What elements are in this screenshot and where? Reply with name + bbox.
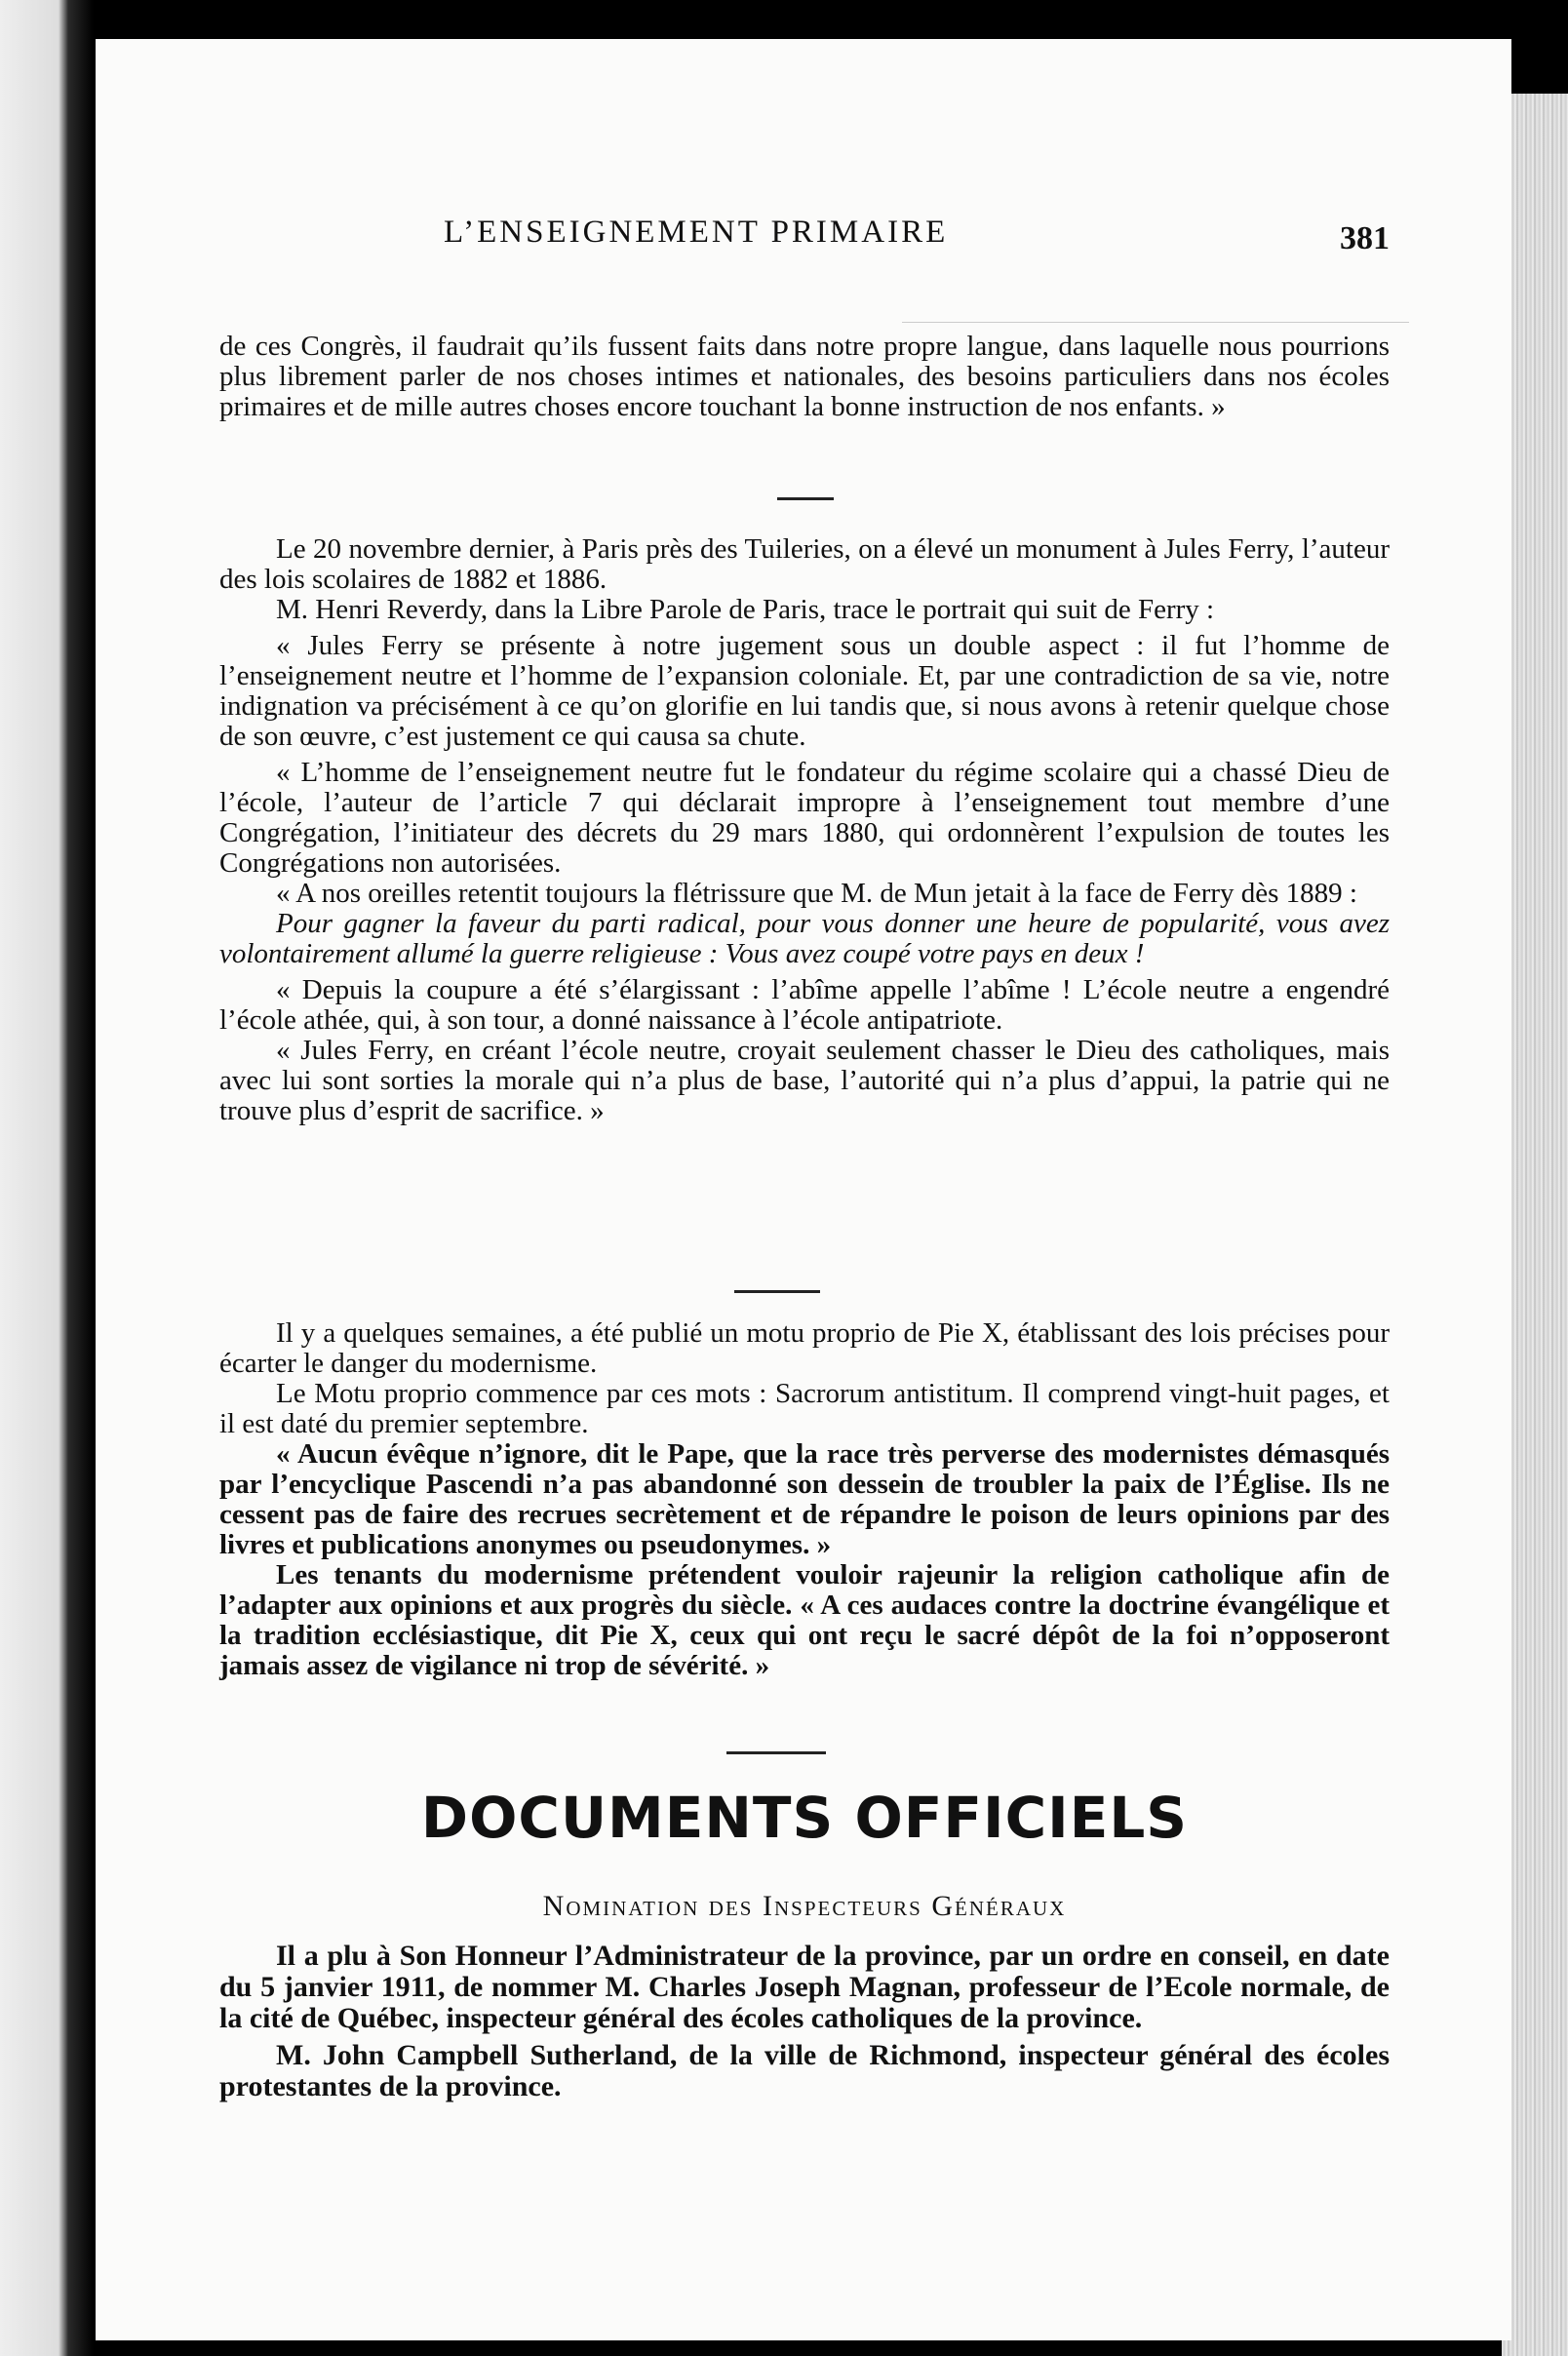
running-title: L’ENSEIGNEMENT PRIMAIRE bbox=[444, 215, 949, 250]
quotation: Pour gagner la faveur du parti radical, pour vous donner une heure de popularité, vous avez volontairement allumé la guerre religieuse : Vous avez coupé votre pays en deux ! bbox=[219, 908, 1390, 969]
paragraph: de ces Congrès, il faudrait qu’ils fussent faits dans notre propre langue, dans laquelle nous pourrions plus librement parler de nos choses intimes et nationales, des besoins particuliers dans nos écoles primaires et de mille autres choses encore touchant la bonne instruction de nos enfants. » bbox=[219, 331, 1390, 422]
page-number: 381 bbox=[1340, 220, 1390, 256]
paragraph-block-1 bbox=[219, 332, 1390, 422]
paragraph: « Jules Ferry, en créant l’école neutre, croyait seulement chasser le Dieu des catholiques, mais avec lui sont sorties la morale qui n’a plus de base, l’autorité qui n’a plus d’appui, la patrie qui ne trouve plus d’esprit de sacrifice. » bbox=[219, 1035, 1390, 1126]
paragraph: Les tenants du modernisme prétendent vouloir rajeunir la religion catholique afin de l’adapter aux opinions et aux progrès du siècle. « A ces audaces contre la doctrine évangélique et la tradition ecclésiastique, dit Pie X, ceux qui ont reçu le sacré dépôt de la foi n’opposeront jamais assez de vigilance ni trop de sévérité. » bbox=[219, 1559, 1390, 1681]
paragraph: M. John Campbell Sutherland, de la ville de Richmond, inspecteur général des écoles protestantes de la province. bbox=[219, 2039, 1390, 2102]
paragraph-block-4 bbox=[219, 1941, 1390, 2102]
section-subheading: Nomination des Inspecteurs Généraux bbox=[542, 1890, 1067, 1922]
paragraph-block-3 bbox=[219, 1318, 1390, 1681]
separator-rule bbox=[777, 497, 834, 500]
header-rule bbox=[902, 322, 1409, 323]
paragraph: « L’homme de l’enseignement neutre fut le fondateur du régime scolaire qui a chassé Dieu de l’école, l’auteur de l’article 7 qui déclarait impropre à l’enseignement tout membre d’une Congrégation, l’initiateur des décrets du 29 mars 1880, qui ordonnèrent l’expulsion de toutes les Congrégations non autorisées. bbox=[219, 757, 1390, 879]
paragraph: « A nos oreilles retentit toujours la flétrissure que M. de Mun jetait à la face de Ferry dès 1889 : bbox=[276, 878, 1357, 909]
paragraph: Le 20 novembre dernier, à Paris près des Tuileries, on a élevé un monument à Jules Ferry, l’auteur des lois scolaires de 1882 et 1886. bbox=[219, 533, 1390, 595]
book-page bbox=[96, 39, 1511, 2340]
paragraph: « Depuis la coupure a été s’élargissant : l’abîme appelle l’abîme ! L’école neutre a engendré l’école athée, qui, à son tour, a donné naissance à l’école antipatriote. bbox=[219, 974, 1390, 1036]
paragraph-block-2 bbox=[219, 534, 1390, 1126]
paragraph: Il a plu à Son Honneur l’Administrateur de la province, par un ordre en conseil, en date du 5 janvier 1911, de nommer M. Charles Joseph Magnan, professeur de l’Ecole normale, de la cité de Québec, inspecteur général des écoles catholiques de la province. bbox=[219, 1940, 1390, 2034]
section-heading: DOCUMENTS OFFICIELS bbox=[420, 1785, 1189, 1851]
left-page-edge bbox=[0, 0, 94, 2356]
separator-rule bbox=[734, 1290, 820, 1293]
paragraph: Il y a quelques semaines, a été publié un motu proprio de Pie X, établissant des lois précises pour écarter le danger du modernisme. bbox=[219, 1317, 1390, 1379]
running-head bbox=[219, 215, 1390, 254]
separator-rule bbox=[726, 1751, 826, 1754]
paragraph: Le Motu proprio commence par ces mots : Sacrorum antistitum. Il comprend vingt-huit pages, et il est daté du premier septembre. bbox=[219, 1378, 1390, 1439]
paragraph: « Aucun évêque n’ignore, dit le Pape, que la race très perverse des modernistes démasqués par l’encyclique Pascendi n’a pas abandonné son dessein de troubler la paix de l’Église. Ils ne cessent pas de faire des recrues secrètement et de répandre le poison de leurs opinions par des livres et publications anonymes ou pseudonymes. » bbox=[219, 1438, 1390, 1560]
paragraph: M. Henri Reverdy, dans la Libre Parole de Paris, trace le portrait qui suit de Ferry : bbox=[276, 594, 1215, 625]
paragraph: « Jules Ferry se présente à notre jugement sous un double aspect : il fut l’homme de l’enseignement neutre et l’homme de l’expansion coloniale. Et, par une contradiction de sa vie, notre indignation va précisément à ce qu’on glorifie en lui tandis que, si nous avons à retenir quelque chose de son œuvre, c’est justement ce qui causa sa chute. bbox=[219, 630, 1390, 752]
page-stack-edge bbox=[1502, 94, 1568, 2356]
